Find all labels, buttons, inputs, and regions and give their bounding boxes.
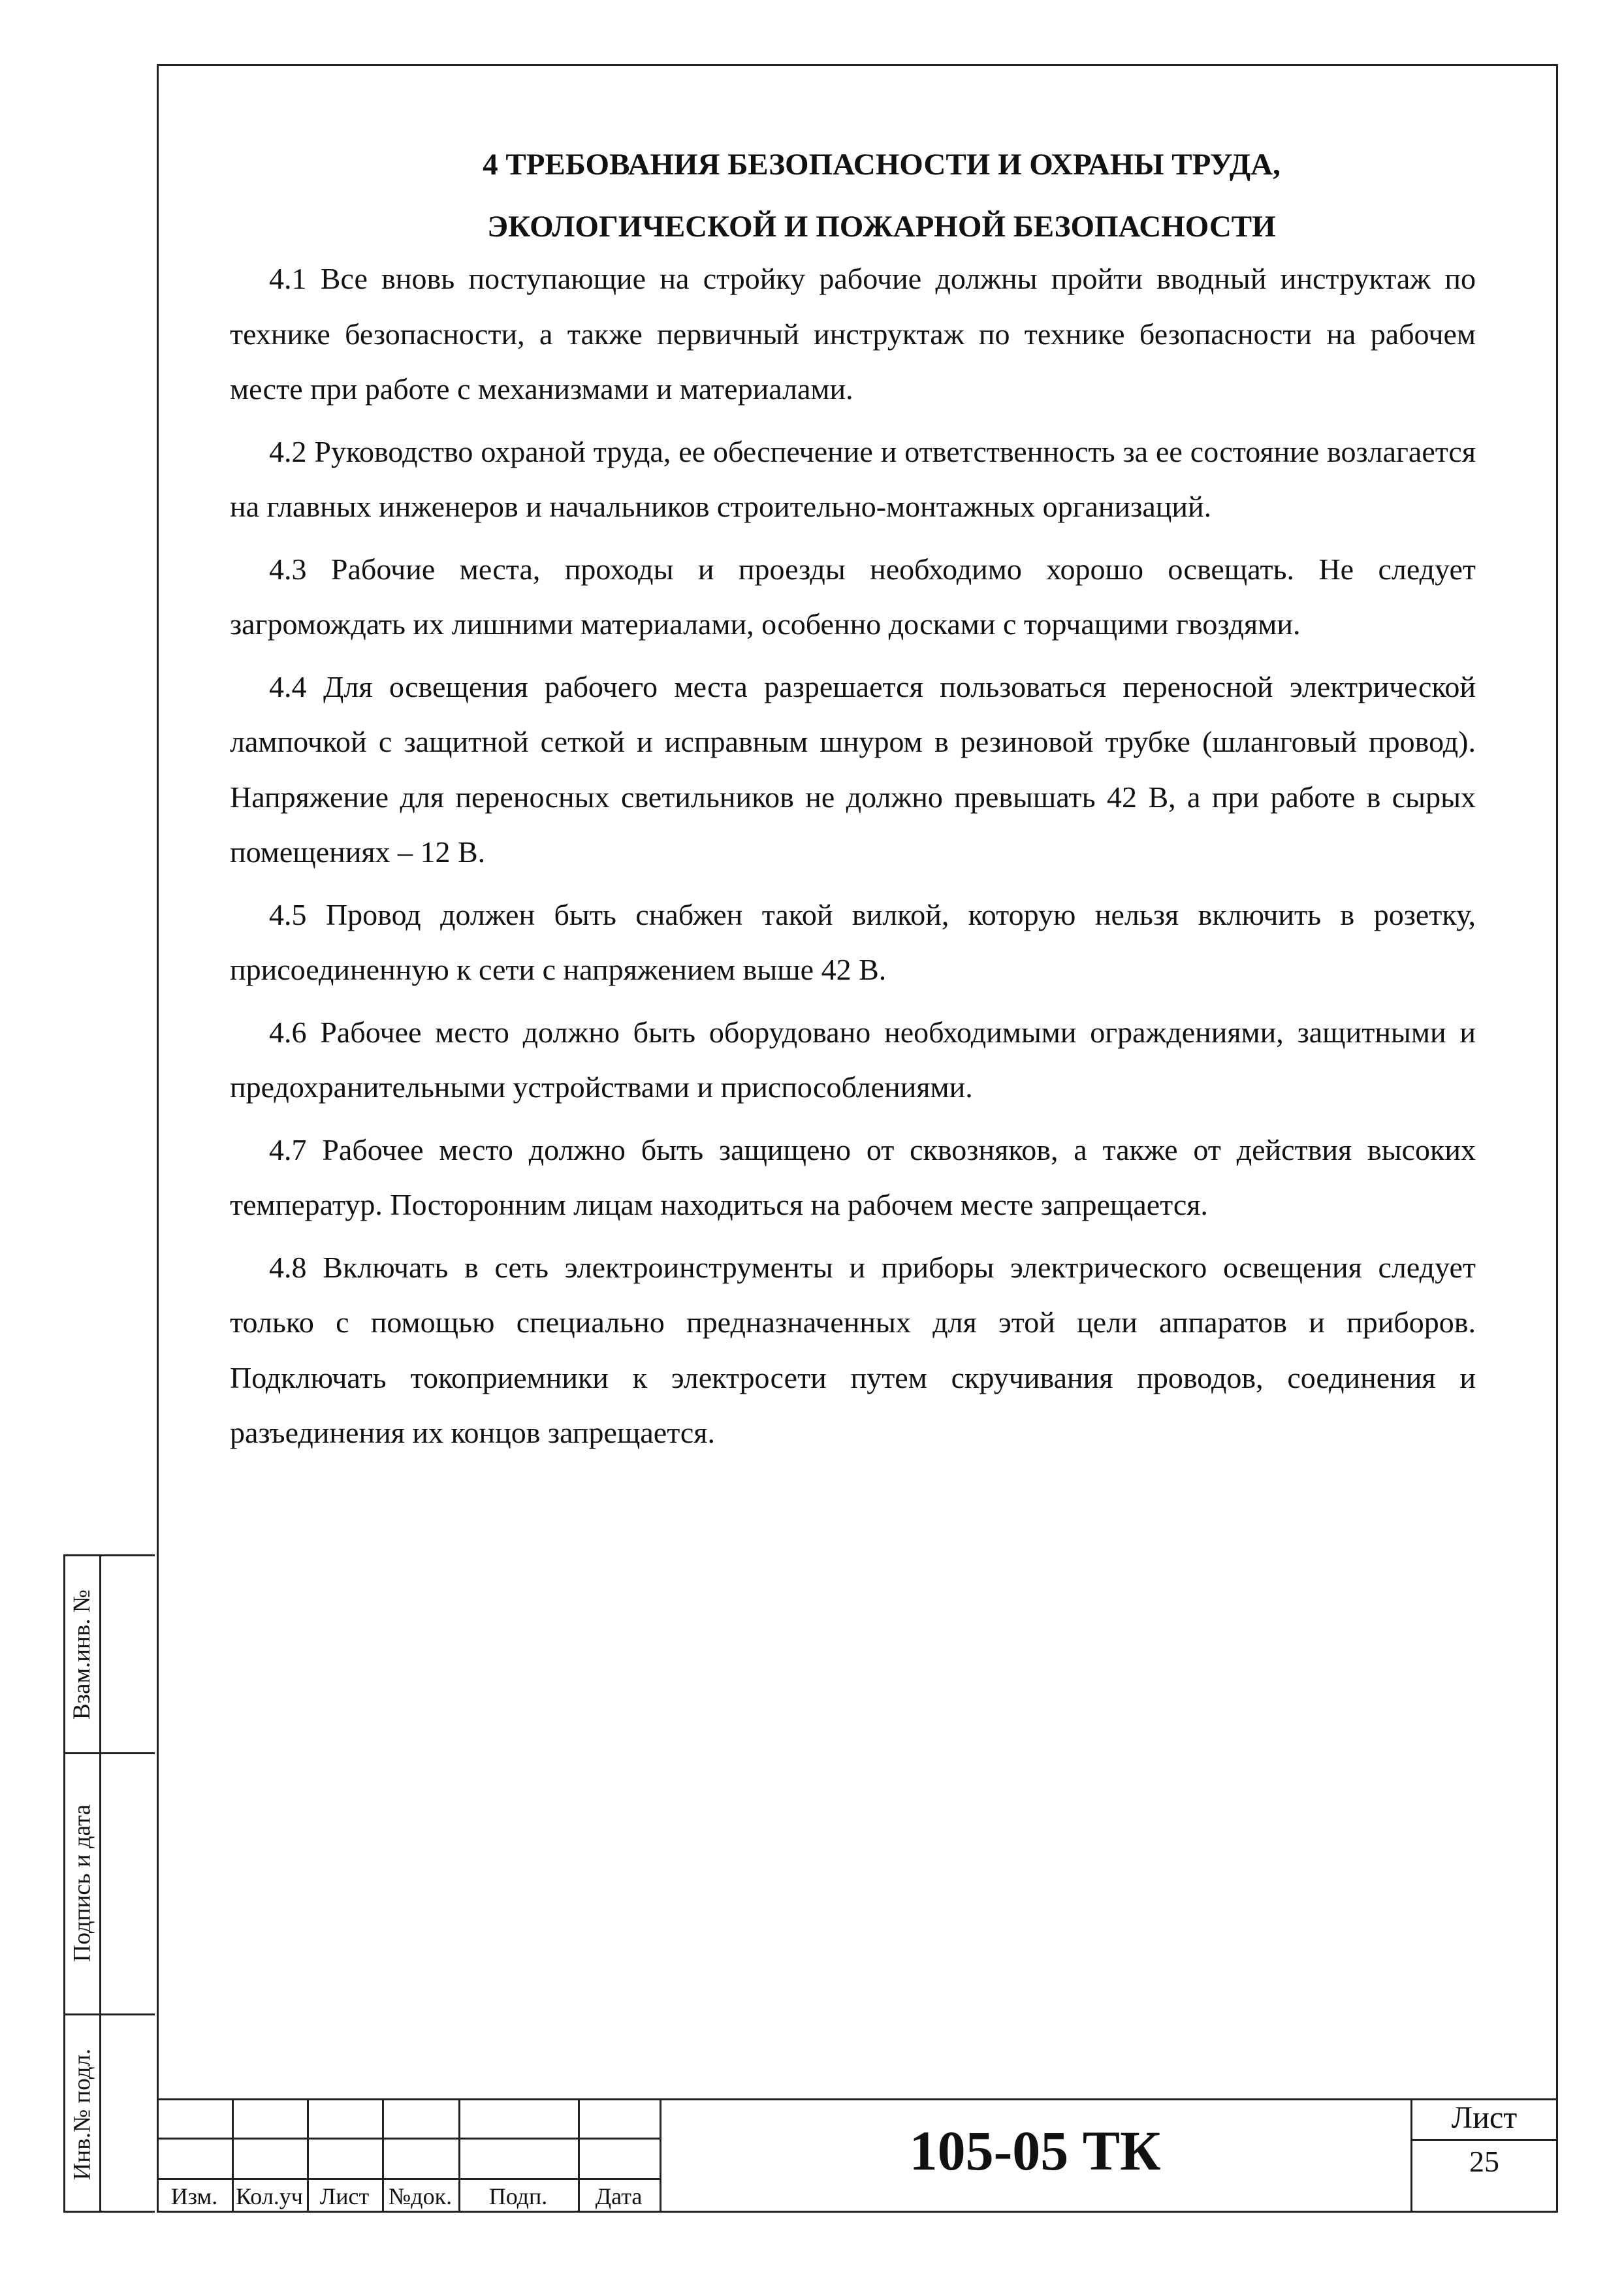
side-label-vzam-inv: Взам.инв. № — [69, 1589, 96, 1720]
side-label-inv-podl: Инв.№ подл. — [69, 2048, 96, 2180]
paragraph-4-8: 4.8 Включать в сеть электроинструменты и приборы электрического освещения следует только с помощью специально предназначенных для этой цели аппаратов и приборов. Подключать токоприемники к электросети путем скручивания проводов, соединения и разъединения их концов запрещается. — [230, 1250, 1476, 1449]
paragraph-4-6: 4.6 Рабочее место должно быть оборудовано необходимыми ограждениями, защитными и предохранительными устройствами и приспособлениями. — [230, 1015, 1476, 1104]
col-podp: Подп. — [488, 2183, 548, 2209]
section-heading — [261, 134, 1502, 258]
sheet-label: Лист — [1451, 2100, 1518, 2135]
col-list: Лист — [319, 2183, 370, 2209]
heading-line-1: 4 ТРЕБОВАНИЯ БЕЗОПАСНОСТИ И ОХРАНЫ ТРУДА, — [483, 148, 1281, 182]
col-ndok: №док. — [388, 2183, 453, 2209]
side-stamp-divider — [99, 1556, 101, 2211]
sheet-number: 25 — [1469, 2145, 1499, 2178]
paragraph-4-3: 4.3 Рабочие места, проходы и проезды необходимо хорошо освещать. Не следует загромождать их лишними материалами, особенно досками с торчащими гвоздями. — [230, 552, 1476, 641]
paragraph-4-5: 4.5 Провод должен быть снабжен такой вилкой, которую нельзя включить в розетку, присоединенную к сети с напряжением выше 42 В. — [230, 897, 1476, 986]
sheet-cell-line — [1410, 2139, 1558, 2141]
paragraph-4-4: 4.4 Для освещения рабочего места разрешается пользоваться переносной электрической лампочкой с защитной сеткой и исправным шнуром в резиновой трубке (шланговый провод). Напряжение для переносных светильников не должно превышать 42 В, а при работе в сырых помещениях – 12 В. — [230, 669, 1476, 869]
paragraph-4-2: 4.2 Руководство охраной труда, ее обеспечение и ответственность за ее состояние возлагается на главных инженеров и начальников строительно-монтажных организаций. — [230, 434, 1476, 523]
heading-line-2: ЭКОЛОГИЧЕСКОЙ И ПОЖАРНОЙ БЕЗОПАСНОСТИ — [487, 210, 1276, 244]
body-text — [230, 251, 1476, 1468]
col-data: Дата — [595, 2183, 643, 2209]
paragraph-4-1: 4.1 Все вновь поступающие на стройку рабочие должны пройти вводный инструктаж по технике безопасности, а также первичный инструктаж по технике безопасности на рабочем месте при работе с механизмами и материалами. — [230, 262, 1476, 406]
side-label-podpis-data: Подпись и дата — [69, 1804, 96, 1962]
title-block — [157, 2098, 1558, 2213]
side-stamp — [63, 1554, 155, 2213]
title-block-top-line — [157, 2098, 1558, 2100]
document-code: 105-05 ТК — [909, 2119, 1161, 2182]
col-izm: Изм. — [170, 2183, 218, 2209]
col-kol-uch: Кол.уч — [236, 2183, 303, 2209]
paragraph-4-7: 4.7 Рабочее место должно быть защищено от сквозняков, а также от действия высоких температур. Посторонним лицам находиться на рабочем месте запрещается. — [230, 1132, 1476, 1221]
